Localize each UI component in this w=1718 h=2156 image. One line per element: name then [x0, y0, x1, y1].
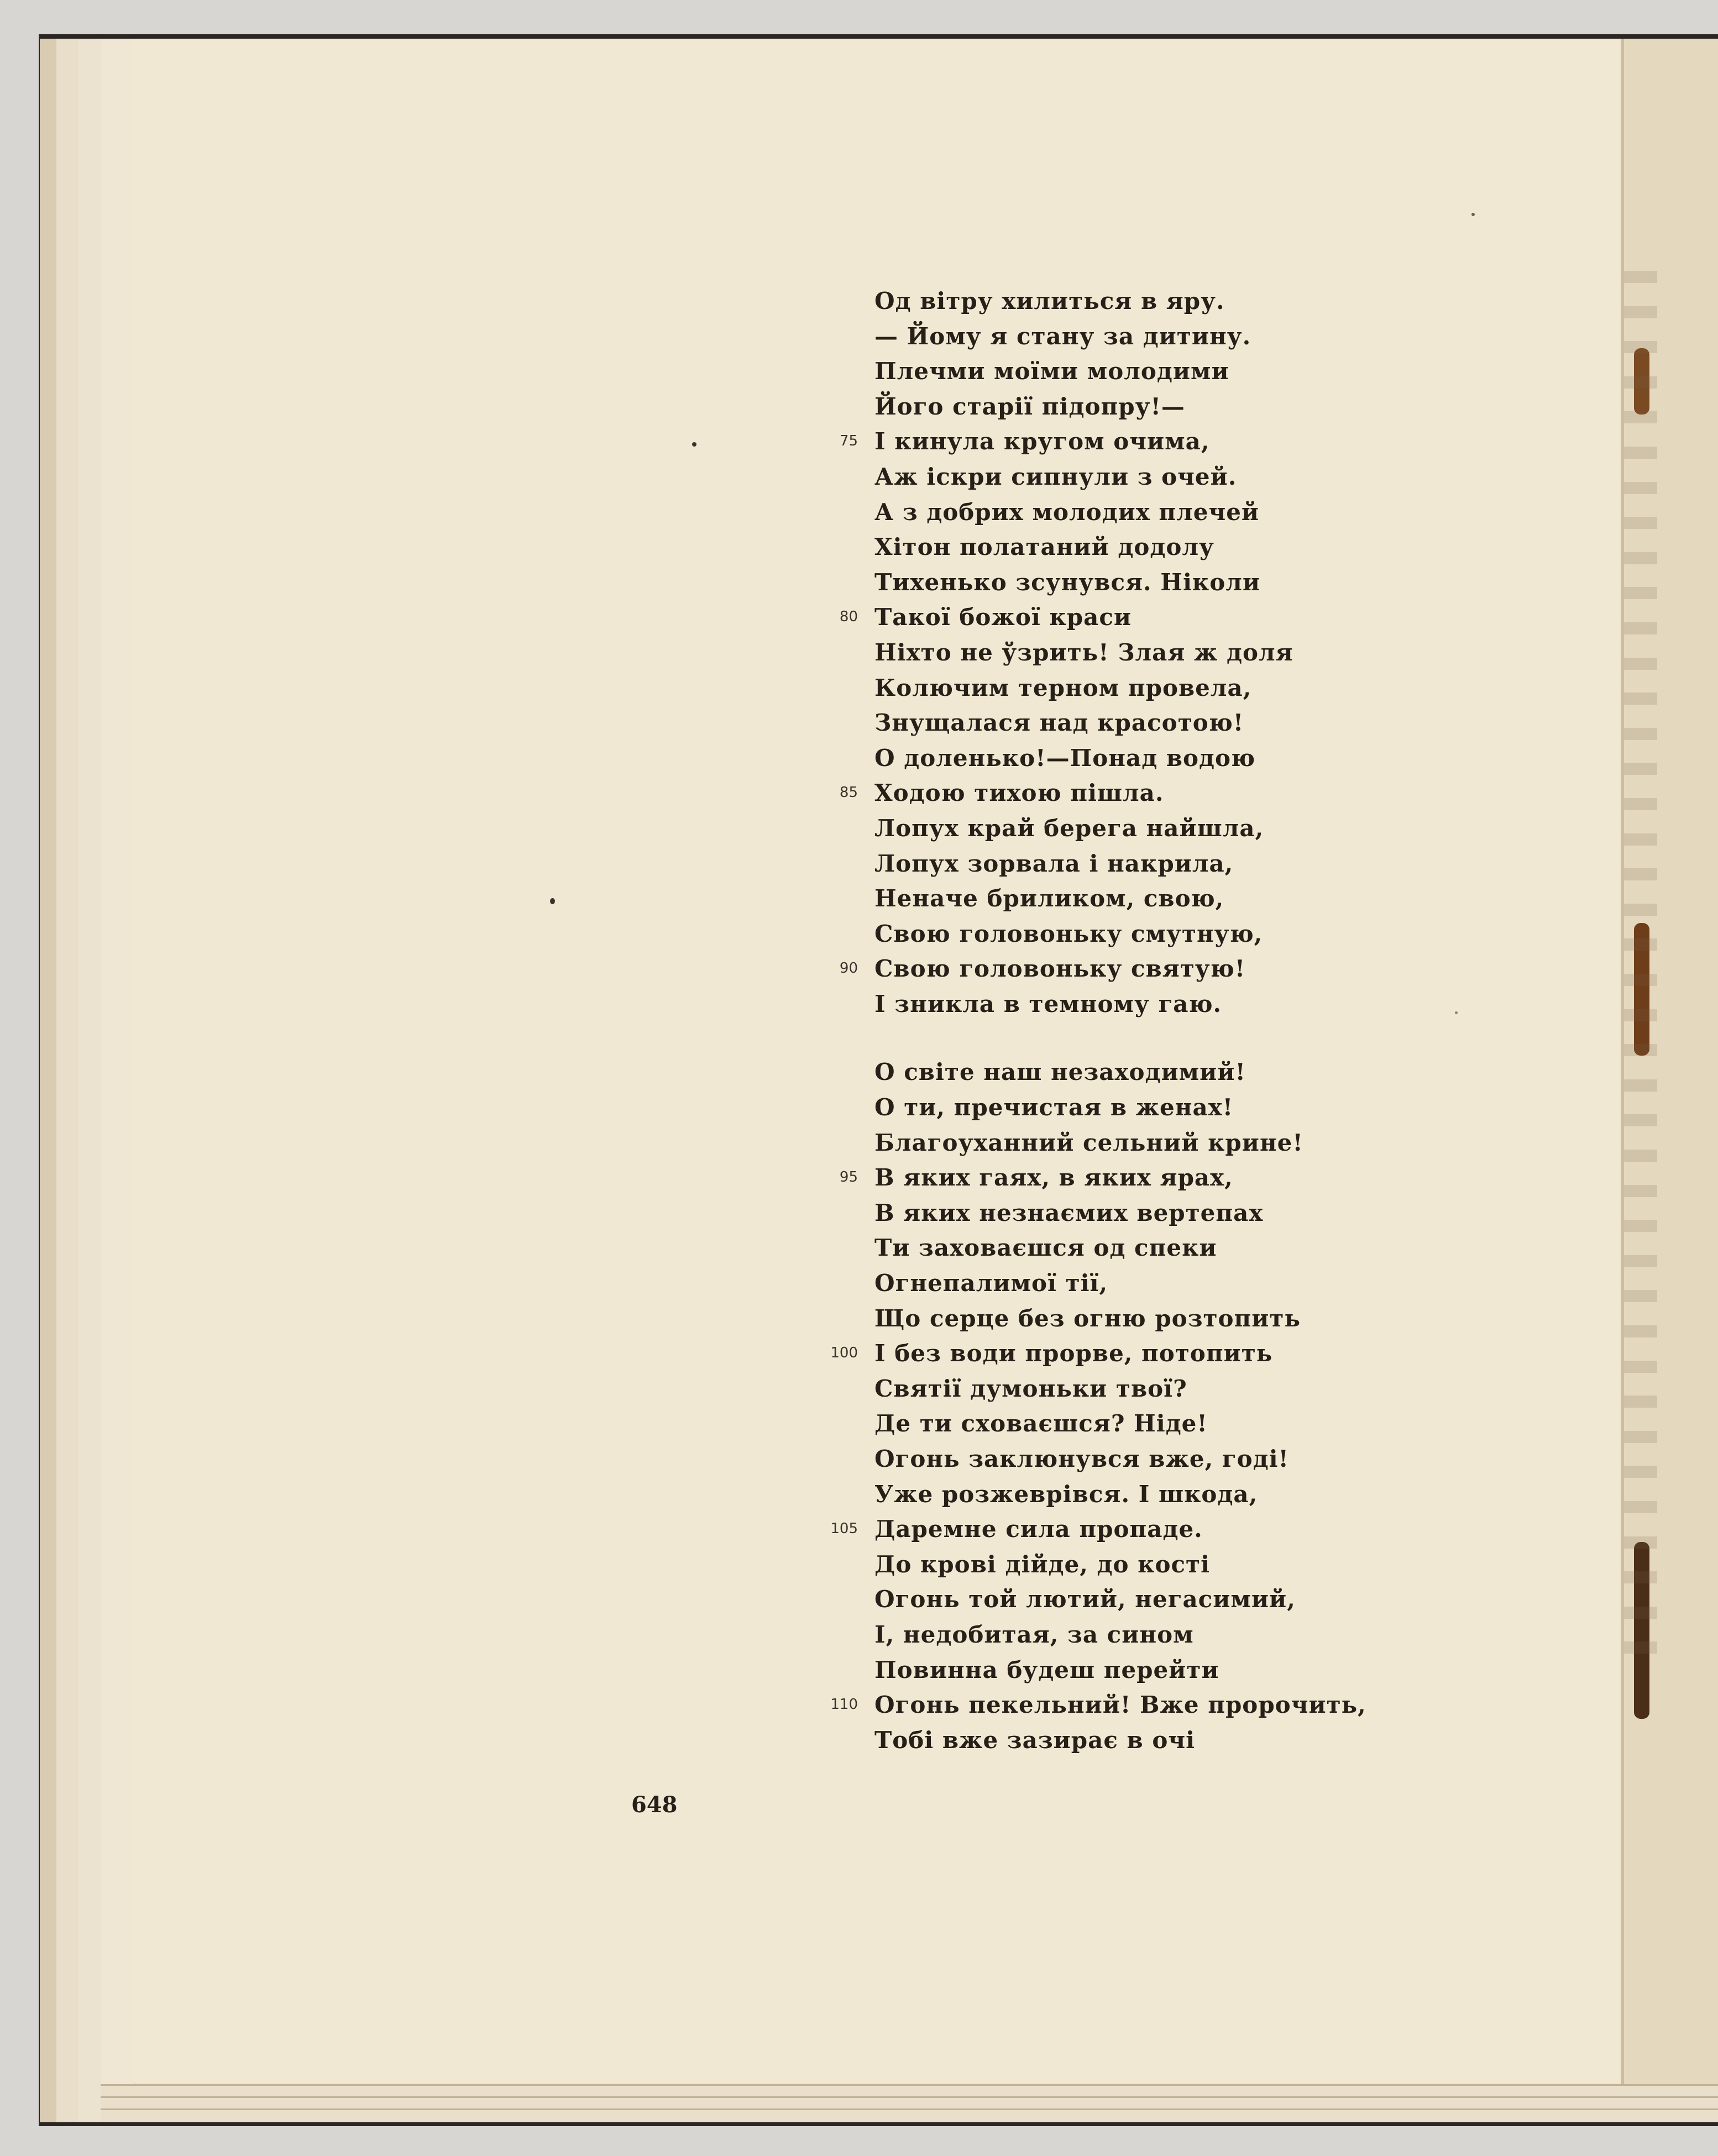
- poem-line-text: Знущалася над красотою!: [874, 709, 1244, 737]
- poem-line-text: — Йому я стану за дитину.: [874, 322, 1251, 350]
- poem-line-text: Плечми моїми молодими: [874, 358, 1229, 385]
- poem-line-text: І зникла в темному гаю.: [874, 990, 1222, 1017]
- poem-line: [839, 424, 1366, 459]
- poem-line: [874, 1230, 1366, 1266]
- poem-line: [839, 775, 1366, 811]
- poem-line-text: І кинула кругом очима,: [874, 428, 1210, 455]
- poem-line: [874, 1477, 1366, 1512]
- facing-page-ghost-text: [1624, 1150, 1657, 1162]
- facing-page-ghost-text: [1624, 1290, 1657, 1302]
- facing-page-ghost-text: [1624, 798, 1657, 810]
- facing-page-ghost-text: [1624, 376, 1657, 389]
- page-edge-bottom: [101, 2108, 1718, 2122]
- facing-page-ghost-text: [1624, 693, 1657, 705]
- poem-line-text: Благоуханний сельний крине!: [874, 1129, 1303, 1156]
- poem-line-text: Даремне сила пропаде.: [874, 1515, 1203, 1543]
- facing-page-ghost-text: [1624, 1501, 1657, 1513]
- poem-line-text: І, недобитая, за сином: [874, 1620, 1194, 1648]
- poem-line-text: Огнепалимої тії,: [874, 1270, 1108, 1297]
- line-number: 85: [839, 784, 858, 801]
- page-number: 648: [631, 1792, 678, 1818]
- poem-line-text: Святії думоньки твої?: [874, 1375, 1187, 1402]
- poem-line-text: Огонь той лютий, негасимий,: [874, 1586, 1296, 1613]
- facing-page-ghost-text: [1624, 1220, 1657, 1232]
- poem-line: [874, 1653, 1366, 1688]
- facing-page-ghost-text: [1624, 271, 1657, 283]
- poem-line: [874, 529, 1366, 565]
- poem-line: [839, 600, 1366, 635]
- poem-line: [874, 670, 1366, 706]
- poem-line-text: О доленько!—Понад водою: [874, 744, 1256, 772]
- poem-line: [874, 1055, 1366, 1090]
- facing-page-ghost-text: [1624, 868, 1657, 880]
- facing-page-ghost-text: [1624, 341, 1657, 353]
- poem-line: [874, 1090, 1366, 1125]
- page-edge: [56, 39, 80, 2122]
- poem-line: [839, 1160, 1366, 1195]
- book-page: [134, 39, 1637, 2084]
- poem-line-text: В яких незнаємих вертепах: [874, 1199, 1264, 1226]
- poem-line: [830, 1512, 1366, 1547]
- facing-page-edge: [1621, 39, 1718, 2122]
- poem-line: [874, 1723, 1366, 1758]
- facing-page-ghost-text: [1624, 1607, 1657, 1619]
- facing-page-ghost-text: [1624, 1325, 1657, 1337]
- poem-line-text: Що серце без огню розтопить: [874, 1304, 1301, 1332]
- poem-text: [830, 284, 1366, 1758]
- poem-line: [874, 1371, 1366, 1407]
- paper-speck: [550, 898, 555, 904]
- facing-page-ghost-text: [1624, 1431, 1657, 1443]
- facing-page-ghost-text: [1624, 1396, 1657, 1408]
- facing-page-ghost-text: [1624, 1255, 1657, 1267]
- poem-line-text: В яких гаях, в яких ярах,: [874, 1164, 1233, 1192]
- poem-line: [874, 881, 1366, 916]
- facing-page-ghost-text: [1624, 974, 1657, 986]
- poem-line-text: Лопух край берега найшла,: [874, 814, 1264, 842]
- facing-page-ghost-text: [1624, 1641, 1657, 1654]
- poem-line: [874, 705, 1366, 741]
- poem-line: [874, 1301, 1366, 1336]
- facing-page-ghost-text: [1624, 1114, 1657, 1126]
- poem-line: [874, 811, 1366, 846]
- poem-line: [874, 1125, 1366, 1161]
- poem-line: [874, 1441, 1366, 1477]
- poem-line-text: А з добрих молодих плечей: [874, 498, 1260, 526]
- facing-page-ghost-text: [1624, 904, 1657, 916]
- poem-line-text: О світе наш незаходимий!: [874, 1058, 1246, 1086]
- facing-page-ghost-text: [1624, 1079, 1657, 1092]
- poem-line: [874, 284, 1366, 319]
- poem-line-text: О ти, пречистая в женах!: [874, 1094, 1234, 1121]
- facing-page-ghost-text: [1624, 482, 1657, 494]
- paper-speck: [692, 442, 696, 447]
- paper-speck: [1471, 213, 1475, 216]
- poem-line-text: І без води прорве, потопить: [874, 1340, 1273, 1367]
- line-number: 90: [839, 960, 858, 977]
- poem-line: [874, 1617, 1366, 1653]
- poem-line: [874, 1406, 1366, 1441]
- poem-line-text: Од вітру хилиться в яру.: [874, 287, 1225, 314]
- poem-line: [874, 635, 1366, 670]
- poem-line-text: Тихенько зсунувся. Ніколи: [874, 568, 1261, 596]
- facing-page-ghost-text: [1624, 1571, 1657, 1583]
- facing-page-ghost-text: [1624, 411, 1657, 423]
- poem-line: [874, 459, 1366, 495]
- poem-line: [874, 987, 1366, 1022]
- facing-page-ghost-text: [1624, 938, 1657, 951]
- poem-line: [830, 1336, 1366, 1371]
- poem-line-text: Неначе бриликом, свою,: [874, 885, 1224, 912]
- line-number: 100: [830, 1345, 858, 1362]
- poem-line-text: Уже розжеврівся. І шкода,: [874, 1480, 1258, 1508]
- poem-line-text: Колючим терном провела,: [874, 674, 1252, 701]
- poem-line: [874, 319, 1366, 354]
- poem-line: [874, 1582, 1366, 1617]
- poem-line-text: Де ти сховаєшся? Ніде!: [874, 1410, 1208, 1438]
- poem-line-text: Такої божої краси: [874, 604, 1132, 631]
- poem-line-text: До крові дійде, до кості: [874, 1550, 1211, 1578]
- page-edge: [101, 39, 135, 2122]
- poem-line: [874, 495, 1366, 530]
- poem-line: [874, 1266, 1366, 1301]
- facing-page-ghost-text: [1624, 587, 1657, 599]
- poem-line-text: Свою головоньку смутную,: [874, 920, 1263, 947]
- page-edge: [78, 39, 102, 2122]
- facing-page-ghost-text: [1624, 728, 1657, 740]
- poem-line-text: Повинна будеш перейти: [874, 1656, 1219, 1683]
- facing-page-ghost-text: [1624, 1009, 1657, 1021]
- line-number: 75: [839, 433, 858, 450]
- line-number: 95: [839, 1169, 858, 1186]
- facing-page-ghost-text: [1624, 517, 1657, 529]
- poem-line: [874, 354, 1366, 389]
- facing-page-ghost-text: [1624, 763, 1657, 775]
- facing-page-ghost-text: [1624, 833, 1657, 846]
- paper-speck: [1455, 1011, 1458, 1014]
- facing-page-ghost-text: [1624, 1466, 1657, 1478]
- poem-line-text: Тобі вже зазирає в очі: [874, 1726, 1196, 1754]
- poem-line: [874, 741, 1366, 776]
- poem-line-text: Ніхто не ўзрить! Злая ж доля: [874, 638, 1293, 666]
- poem-line-text: Огонь заклюнувся вже, годі!: [874, 1445, 1289, 1472]
- page-edge: [40, 39, 58, 2122]
- poem-line: [874, 916, 1366, 952]
- poem-line-text: Свою головоньку святую!: [874, 955, 1246, 983]
- poem-line-text: Хітон полатаний додолу: [874, 533, 1214, 561]
- facing-page-ghost-text: [1624, 622, 1657, 634]
- poem-line: [839, 951, 1366, 987]
- line-number: 110: [830, 1696, 858, 1713]
- poem-line-text: Ходою тихою пішла.: [874, 779, 1164, 807]
- facing-page-ghost-text: [1624, 552, 1657, 564]
- poem-line: [874, 389, 1366, 424]
- poem-line: [874, 846, 1366, 882]
- binding-stain: [1634, 1542, 1649, 1719]
- facing-page-ghost-text: [1624, 1536, 1657, 1549]
- poem-line: [874, 1195, 1366, 1231]
- line-number: 80: [839, 608, 858, 626]
- poem-line-text: Огонь пекельний! Вже пророчить,: [874, 1691, 1366, 1719]
- poem-line-text: Лопух зорвала і накрила,: [874, 849, 1234, 877]
- line-number: 105: [830, 1520, 858, 1538]
- poem-line-text: Аж іскри сипнули з очей.: [874, 463, 1237, 490]
- poem-line-text: Його старії підопру!—: [874, 392, 1185, 420]
- book-scan: [40, 39, 1718, 2122]
- facing-page-ghost-text: [1624, 1185, 1657, 1197]
- facing-page-ghost-text: [1624, 306, 1657, 318]
- poem-line: [830, 1687, 1366, 1723]
- facing-page-ghost-text: [1624, 658, 1657, 670]
- facing-page-ghost-text: [1624, 1361, 1657, 1373]
- poem-line-text: Ти заховаєшся од спеки: [874, 1234, 1217, 1262]
- facing-page-ghost-text: [1624, 447, 1657, 459]
- poem-line: [874, 565, 1366, 600]
- poem-line: [874, 1547, 1366, 1582]
- facing-page-ghost-text: [1624, 1044, 1657, 1056]
